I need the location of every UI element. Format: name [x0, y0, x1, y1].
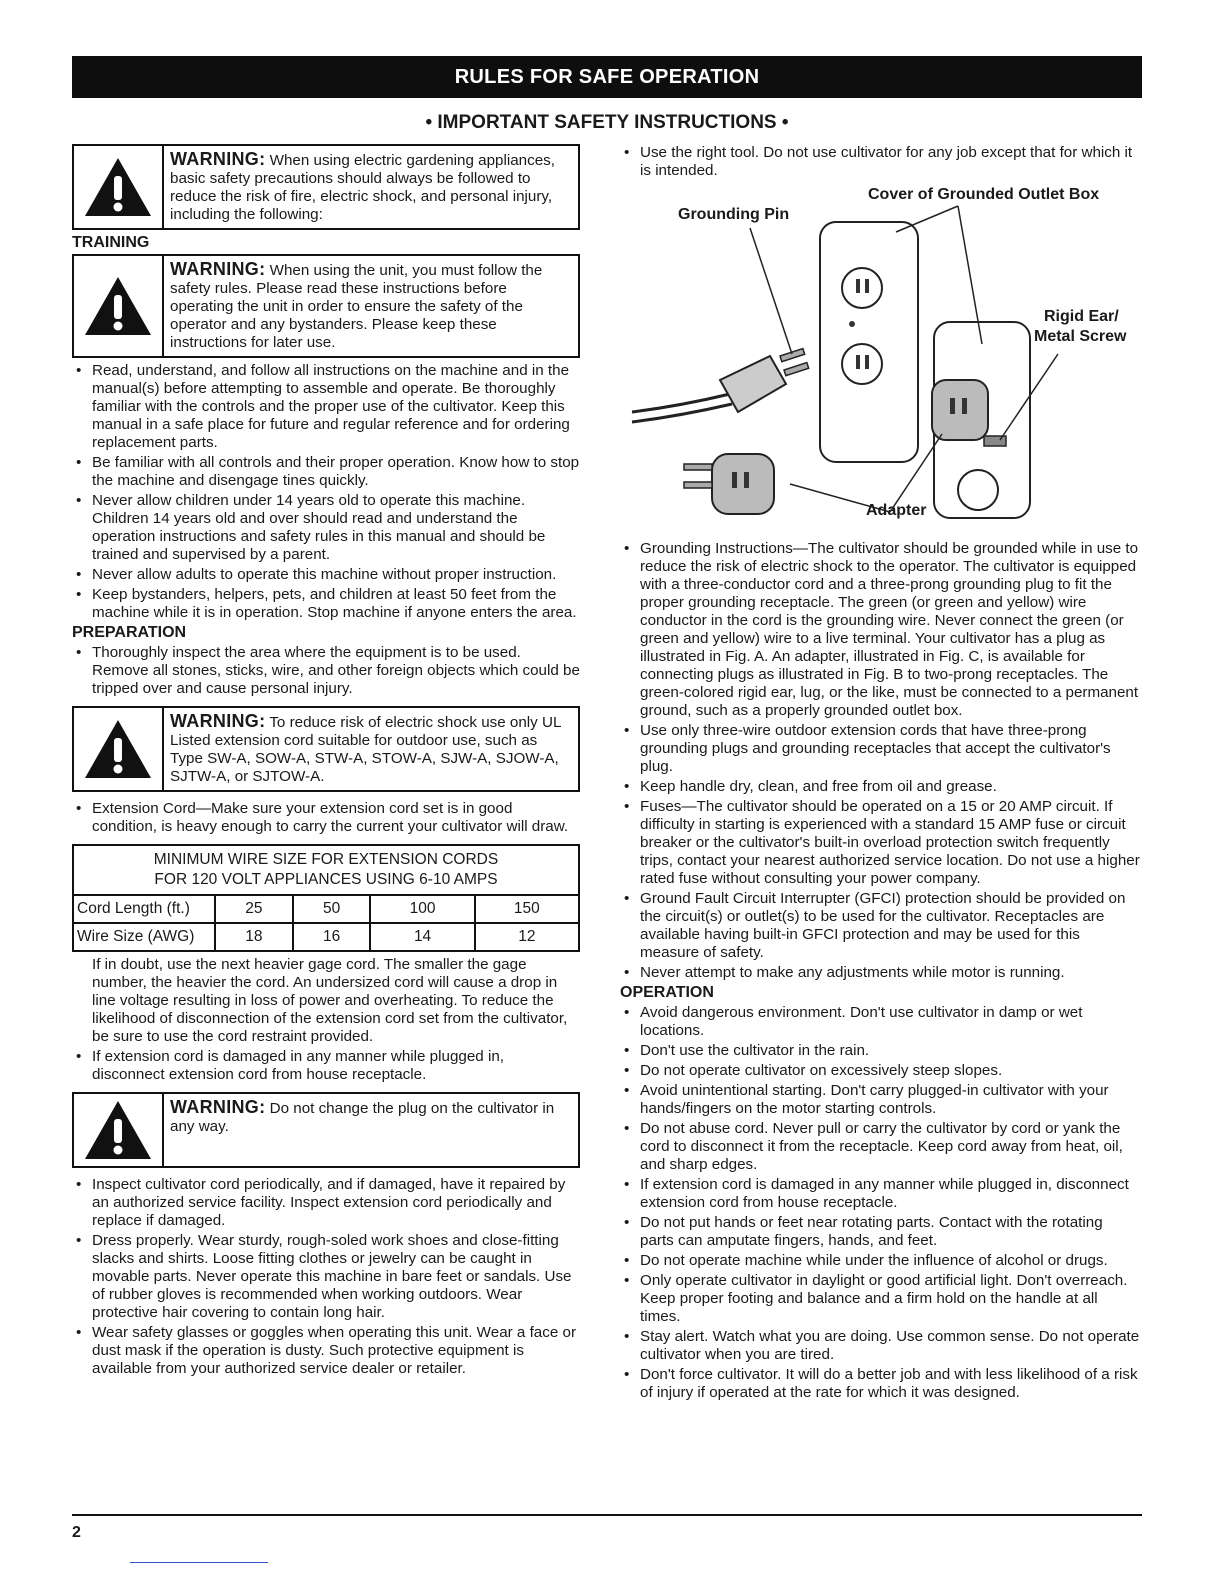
table-cell: 16 — [293, 923, 371, 951]
grounding-list — [620, 540, 1140, 982]
cover-label: Cover of Grounded Outlet Box — [868, 186, 1100, 203]
warning-text — [164, 146, 578, 228]
operation-heading: OPERATION — [620, 984, 714, 1001]
adapter-label: Adapter — [866, 502, 927, 519]
damaged-list — [72, 1048, 580, 1084]
list-item: • Be familiar with all controls and their proper operation. Know how to stop the machine and disengage tines quickly. — [72, 454, 580, 490]
warning-body: Do not change the plug on the cultivator in any way. — [170, 1100, 555, 1135]
right-column — [620, 144, 1140, 1404]
table-cell: 14 — [370, 923, 474, 951]
list-item: • Keep handle dry, clean, and free from oil and grease. — [620, 778, 1140, 796]
page-number: 2 — [72, 1524, 81, 1541]
list-item: • Keep bystanders, helpers, pets, and children at least 50 feet from the machine while it is in operation. Stop machine if anyone enters the area. — [72, 586, 580, 622]
list-item: • Do not operate cultivator on excessively steep slopes. — [620, 1062, 1140, 1080]
table-cell: 25 — [215, 895, 293, 923]
extension-list — [72, 800, 580, 836]
list-item: • Dress properly. Wear sturdy, rough-soled work shoes and close-fitting slacks and shirts. Loose fitting clothes or jewelry can be caught in movable parts. Never operate this machine in bare feet or sandals. Use of rubber gloves is recommended when working outdoors. Wear protective hair covering to contain long hair. — [72, 1232, 580, 1322]
metal-screw-label: Metal Screw — [1034, 328, 1127, 345]
warning-text — [164, 256, 578, 356]
list-item: • Wear safety glasses or goggles when operating this unit. Wear a face or dust mask if the operation is dusty. Such protective equipment is available from your authorized service dealer or retailer. — [72, 1324, 580, 1378]
grounding-pin-label: Grounding Pin — [678, 206, 790, 223]
warning-text — [164, 708, 578, 790]
list-item: • Grounding Instructions—The cultivator should be grounded while in use to reduce the risk of electric shock to the operator. The cultivator is equipped with a three-conductor cord and a three-prong grounding plug to fit the proper grounding receptacle. The green (or green and yellow) wire conductor in the cord is the grounding wire. Never connect the green (or green and yellow) wire to a live terminal. Your cultivator has a plug as illustrated in Fig. A. An adapter, illustrated in Fig. C, is available for connecting plugs as illustrated in Fig. B to two-prong receptacles. The green-colored rigid ear, lug, or the like, must be connected to a permanent ground, such as a properly grounded outlet box. — [620, 540, 1140, 720]
warning-label: WARNING: — [170, 711, 266, 731]
list-item: • Stay alert. Watch what you are doing. Use common sense. Do not operate cultivator when you are tired. — [620, 1328, 1140, 1364]
list-item: • Do not put hands or feet near rotating parts. Contact with the rotating parts can amputate fingers, hands, and feet. — [620, 1214, 1140, 1250]
table-row — [73, 923, 579, 951]
warning-box — [72, 1092, 580, 1168]
training-heading: TRAINING — [72, 234, 150, 251]
table-cell: 100 — [370, 895, 474, 923]
list-item: • Fuses—The cultivator should be operated on a 15 or 20 AMP circuit. If difficulty in starting is experienced with a standard 15 AMP fuse or circuit breaker or the cultivator's built-in overload protection switch frequently trips, contact your nearest authorized service location. Do not use a higher rated fuse without consulting your power company. — [620, 798, 1140, 888]
table-cell: 12 — [475, 923, 579, 951]
warning-triangle-icon — [74, 1094, 164, 1166]
table-caption — [73, 845, 579, 895]
list-item: • Use only three-wire outdoor extension cords that have three-prong grounding plugs and grounding receptacles that accept the cultivator's plug. — [620, 722, 1140, 776]
warning-body: When using the unit, you must follow the safety rules. Please read these instructions before operating the unit in order to ensure the safety of the operator and any bystanders. Please keep these instructions for later use. — [170, 262, 543, 351]
list-item: • Read, understand, and follow all instructions on the machine and in the manual(s) before attempting to assemble and operate. Be thoroughly familiar with the controls and the proper use of the cultivator. Keep this manual in a safe place for future and regular reference and for ordering replacement parts. — [72, 362, 580, 452]
list-item: • Never allow adults to operate this machine without proper instruction. — [72, 566, 580, 584]
preparation-list — [72, 644, 580, 698]
outlet-illustration — [620, 184, 1140, 534]
warning-label: WARNING: — [170, 1097, 266, 1117]
list-item: • Use the right tool. Do not use cultivator for any job except that for which it is intended. — [620, 144, 1140, 180]
table-cell: 50 — [293, 895, 371, 923]
list-item: • Do not operate machine while under the influence of alcohol or drugs. — [620, 1252, 1140, 1270]
warning-body: To reduce risk of electric shock use only UL Listed extension cord suitable for outdoor use, such as Type SW-A, SOW-A, STW-A, STOW-A, SJW-A, SJOW-A, SJTW-A, or SJTOW-A. — [170, 714, 561, 785]
after-warning-list — [72, 1176, 580, 1378]
left-column — [72, 144, 580, 1380]
list-item: • Avoid unintentional starting. Don't carry plugged-in cultivator with your hands/fingers on the motor starting controls. — [620, 1082, 1140, 1118]
grounding-diagram — [620, 184, 1140, 534]
list-item: • Never allow children under 14 years old to operate this machine. Children 14 years old and over should read and understand the operation instructions and safety rules in this manual and should be trained and supervised by a parent. — [72, 492, 580, 564]
warning-box — [72, 144, 580, 230]
gage-paragraph: If in doubt, use the next heavier gage cord. The smaller the gage number, the heavier the cord. An undersized cord will cause a drop in line voltage resulting in loss of power and overheating. To reduce the likelihood of disconnection of the extension cord set from the cultivator, be sure to use the cord restraint provided. — [92, 956, 568, 1045]
list-item: • Avoid dangerous environment. Don't use cultivator in damp or wet locations. — [620, 1004, 1140, 1040]
table-cell: 150 — [475, 895, 579, 923]
section-subtitle: • IMPORTANT SAFETY INSTRUCTIONS • — [425, 112, 789, 133]
table-caption-line: FOR 120 VOLT APPLIANCES USING 6-10 AMPS — [154, 871, 498, 888]
warning-box — [72, 254, 580, 358]
list-item: • Never attempt to make any adjustments while motor is running. — [620, 964, 1140, 982]
list-item: • Do not abuse cord. Never pull or carry the cultivator by cord or yank the cord to disconnect it from the receptacle. Keep cord away from heat, oil, and sharp edges. — [620, 1120, 1140, 1174]
list-item: • Only operate cultivator in daylight or good artificial light. Don't overreach. Keep proper footing and balance and a firm hold on the handle at all times. — [620, 1272, 1140, 1326]
table-cell: Cord Length (ft.) — [73, 895, 215, 923]
preparation-heading: PREPARATION — [72, 624, 187, 641]
loose-adapter — [684, 454, 774, 514]
table-cell: Wire Size (AWG) — [73, 923, 215, 951]
footer-divider — [72, 1514, 1142, 1516]
outlet-cover-plate — [820, 222, 918, 462]
list-item: • Don't force cultivator. It will do a better job and with less likelihood of a risk of injury if operated at the rate for which it was designed. — [620, 1366, 1140, 1402]
warning-label: WARNING: — [170, 259, 266, 279]
warning-box — [72, 706, 580, 792]
page-header-bar: RULES FOR SAFE OPERATION — [72, 56, 1142, 98]
list-item: • Extension Cord—Make sure your extension cord set is in good condition, is heavy enough to carry the current your cultivator will draw. — [72, 800, 580, 836]
warning-body: When using electric gardening appliances, basic safety precautions should always be followed to reduce the risk of fire, electric shock, and personal injury, including the following: — [170, 152, 555, 223]
rigid-ear-label: Rigid Ear/ — [1044, 308, 1119, 325]
table-row — [73, 895, 579, 923]
training-list — [72, 362, 580, 622]
list-item: • Inspect cultivator cord periodically, and if damaged, have it repaired by an authorized service facility. Inspect extension cord periodically and replace if damaged. — [72, 1176, 580, 1230]
warning-text — [164, 1094, 578, 1166]
list-item: • If extension cord is damaged in any manner while plugged in, disconnect extension cord from house receptacle. — [620, 1176, 1140, 1212]
table-caption-line: MINIMUM WIRE SIZE FOR EXTENSION CORDS — [153, 851, 499, 868]
footer-link-rule — [130, 1562, 268, 1563]
operation-list — [620, 1004, 1140, 1402]
warning-triangle-icon — [74, 256, 164, 356]
list-item: • Thoroughly inspect the area where the equipment is to be used. Remove all stones, sticks, wire, and other foreign objects which could be tripped over and cause personal injury. — [72, 644, 580, 698]
warning-triangle-icon — [74, 708, 164, 790]
warning-label: WARNING: — [170, 149, 266, 169]
list-item: • Don't use the cultivator in the rain. — [620, 1042, 1140, 1060]
right-top-list — [620, 144, 1140, 180]
warning-triangle-icon — [74, 146, 164, 228]
list-item: • If extension cord is damaged in any manner while plugged in, disconnect extension cord from house receptacle. — [72, 1048, 580, 1084]
plug-illustration — [632, 349, 809, 422]
wire-size-table — [72, 844, 580, 952]
list-item: • Ground Fault Circuit Interrupter (GFCI) protection should be provided on the circuit(s) or outlet(s) to be used for the cultivator. Receptacles are available having built-in GFCI protection and may be used for this measure of safety. — [620, 890, 1140, 962]
table-cell: 18 — [215, 923, 293, 951]
